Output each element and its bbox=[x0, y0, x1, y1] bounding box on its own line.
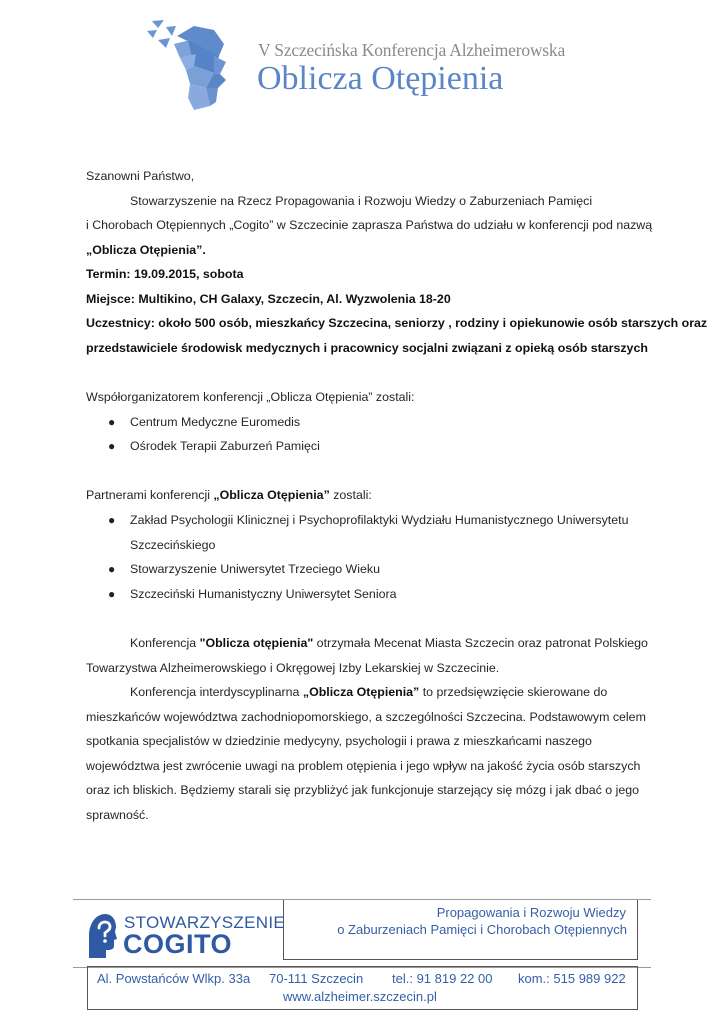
para2-post: to przedsięwzięcie skierowane do bbox=[419, 685, 608, 699]
date-line: Termin: 19.09.2015, sobota bbox=[86, 267, 244, 281]
partners-intro-pre: Partnerami konferencji bbox=[86, 488, 214, 502]
footer-phone: tel.: 91 819 22 00 bbox=[392, 971, 493, 986]
paragraph-2-line-6: sprawność. bbox=[86, 808, 149, 822]
coorganizers-intro: Współorganizatorem konferencji „Oblicza Otępienia” zostali: bbox=[86, 390, 415, 404]
conference-title: Oblicza Otępienia bbox=[257, 60, 504, 97]
partners-intro-post: zostali: bbox=[329, 488, 372, 502]
place-line: Miejsce: Multikino, CH Galaxy, Szczecin, Al. Wyzwolenia 18-20 bbox=[86, 292, 451, 306]
footer-city: 70-111 Szczecin bbox=[269, 971, 364, 986]
org-name-line-2: COGITO bbox=[123, 929, 233, 959]
para2-pre: Konferencja interdyscyplinarna bbox=[130, 685, 303, 699]
intro-line-2: i Chorobach Otępiennych „Cogito” w Szczecinie zaprasza Państwa do udziału w konferencji pod nazwą bbox=[86, 218, 653, 232]
participants-line-1: Uczestnicy: około 500 osób, mieszkańcy Szczecina, seniorzy , rodziny i opiekunowie osób starszych oraz bbox=[86, 316, 708, 330]
footer-street: Al. Powstańców Wlkp. 33a bbox=[97, 971, 251, 986]
bullet-icon: ● bbox=[108, 587, 116, 601]
para1-pre: Konferencja bbox=[130, 636, 200, 650]
para2-bold: „Oblicza Otępienia” bbox=[302, 685, 420, 699]
paragraph-2-line-5: oraz ich bliskich. Będziemy starali się przybliżyć jak funkcjonuje starzejący się mózg i jak dbać o jego bbox=[86, 783, 639, 797]
intro-line-1: Stowarzyszenie na Rzecz Propagowania i Rozwoju Wiedzy o Zaburzeniach Pamięci bbox=[130, 194, 593, 208]
partners-intro bbox=[86, 487, 372, 503]
bullet-icon: ● bbox=[108, 415, 116, 429]
event-name: „Oblicza Otępienia”. bbox=[86, 243, 206, 257]
paragraph-2-line-2: mieszkańców województwa zachodniopomorskiego, a szczególności Szczecina. Podstawowym celem bbox=[86, 710, 646, 724]
paragraph-1-line-2: Towarzystwa Alzheimerowskiego i Okręgowej Izby Lekarskiej w Szczecinie. bbox=[86, 661, 500, 675]
conference-head-logo bbox=[144, 18, 236, 112]
coorganizer-item: Centrum Medyczne Euromedis bbox=[130, 415, 301, 429]
partner-item-1-line-2: Szczecińskiego bbox=[130, 538, 216, 552]
bullet-icon: ● bbox=[108, 562, 116, 576]
footer-mobile: kom.: 515 989 922 bbox=[518, 971, 626, 986]
partners-intro-bold: „Oblicza Otępienia” bbox=[213, 488, 330, 502]
paragraph-2-line-3: spotkania specjalistów w dziedzinie medycyny, psychologii i prawa z mieszkańcami naszego bbox=[86, 734, 592, 748]
org-name-line-1: STOWARZYSZENIE bbox=[124, 913, 285, 932]
partner-item-2: Stowarzyszenie Uniwersytet Trzeciego Wieku bbox=[130, 562, 380, 576]
para1-post: otrzymała Mecenat Miasta Szczecin oraz patronat Polskiego bbox=[313, 636, 648, 650]
partner-item-1-line-1: Zakład Psychologii Klinicznej i Psychoprofilaktyki Wydziału Humanistycznego Uniwersytetu bbox=[130, 513, 629, 527]
paragraph-1-line-1 bbox=[130, 635, 648, 651]
para1-bold: "Oblicza otępienia" bbox=[199, 636, 314, 650]
org-full-name-line-2: o Zaburzeniach Pamięci i Chorobach Otępiennych bbox=[337, 922, 627, 937]
paragraph-2-line-1 bbox=[130, 684, 607, 700]
conference-subtitle: V Szczecińska Konferencja Alzheimerowska bbox=[258, 40, 566, 60]
partner-item-3: Szczeciński Humanistyczny Uniwersytet Seniora bbox=[130, 587, 397, 601]
cogito-head-icon bbox=[87, 912, 117, 960]
bullet-icon: ● bbox=[108, 513, 116, 527]
bullet-icon: ● bbox=[108, 439, 116, 453]
greeting: Szanowni Państwo, bbox=[86, 169, 195, 183]
paragraph-2-line-4: województwa jest zwrócenie uwagi na problem otępienia i jego wpływ na jakość życia osób starszych bbox=[86, 759, 641, 773]
org-full-name-line-1: Propagowania i Rozwoju Wiedzy bbox=[436, 905, 626, 920]
footer-website-link[interactable]: www.alzheimer.szczecin.pl bbox=[283, 989, 437, 1004]
coorganizer-item: Ośrodek Terapii Zaburzeń Pamięci bbox=[130, 439, 320, 453]
participants-line-2: przedstawiciele środowisk medycznych i pracownicy socjalni związani z opieką osób starszych bbox=[86, 341, 648, 355]
